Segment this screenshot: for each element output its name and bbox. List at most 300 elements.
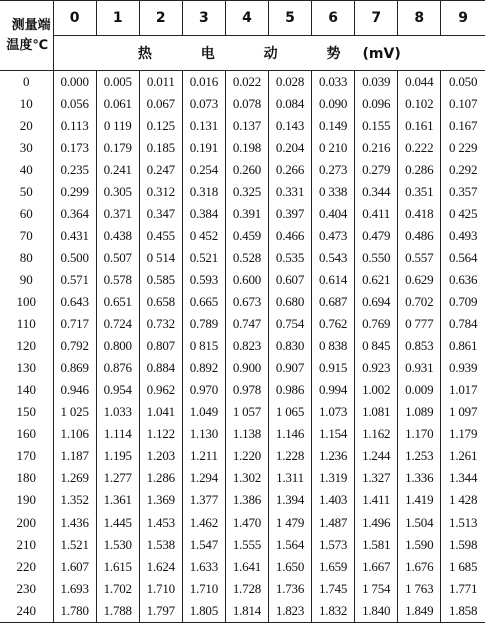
emf-value-cell: 0.658 (139, 291, 182, 313)
emf-value-cell: 1.187 (53, 445, 96, 467)
emf-value-cell: 0.113 (53, 115, 96, 137)
emf-value-cell: 1.327 (355, 467, 398, 489)
emf-value-cell: 1.369 (139, 489, 182, 511)
emf-value-cell: 1.411 (355, 489, 398, 511)
emf-value-cell: 0.466 (269, 225, 312, 247)
emf-value-cell: 1.538 (139, 534, 182, 556)
emf-value-cell: 0.273 (312, 159, 355, 181)
temperature-cell: 170 (0, 445, 53, 467)
emf-value-cell: 0.384 (182, 203, 225, 225)
emf-value-cell: 1.277 (96, 467, 139, 489)
emf-value-cell: 0.247 (139, 159, 182, 181)
emf-value-cell: 0.869 (53, 357, 96, 379)
emf-value-cell: 1.745 (312, 578, 355, 600)
emf-value-cell: 0.535 (269, 247, 312, 269)
emf-value-cell: 1.797 (139, 600, 182, 623)
emf-value-cell: 1.676 (398, 556, 441, 578)
emf-value-cell: 0.486 (398, 225, 441, 247)
emf-value-cell: 1.122 (139, 423, 182, 445)
table-row (0, 423, 485, 445)
emf-value-cell: 1.832 (312, 600, 355, 623)
emf-value-cell: 1.253 (398, 445, 441, 467)
emf-value-cell: 0.892 (182, 357, 225, 379)
emf-value-cell: 0 838 (312, 335, 355, 357)
emf-value-cell: 1.504 (398, 512, 441, 534)
emf-value-cell: 0.028 (269, 71, 312, 94)
digit-header: 5 (269, 1, 312, 36)
emf-value-cell: 0.923 (355, 357, 398, 379)
emf-value-cell: 0.143 (269, 115, 312, 137)
emf-value-cell: 0.792 (53, 335, 96, 357)
emf-value-cell: 1.138 (225, 423, 268, 445)
emf-value-cell: 1.693 (53, 578, 96, 600)
temperature-cell: 20 (0, 115, 53, 137)
emf-value-cell: 0.061 (96, 93, 139, 115)
emf-value-cell: 0.528 (225, 247, 268, 269)
emf-value-cell: 1.736 (269, 578, 312, 600)
table-row (0, 159, 485, 181)
temperature-cell: 70 (0, 225, 53, 247)
emf-value-cell: 0.762 (312, 313, 355, 335)
emf-value-cell: 1 428 (441, 489, 485, 511)
emf-value-cell: 0.347 (139, 203, 182, 225)
emf-value-cell: 0.557 (398, 247, 441, 269)
temperature-cell: 190 (0, 489, 53, 511)
emf-value-cell: 0.970 (182, 379, 225, 401)
emf-value-cell: 0.709 (441, 291, 485, 313)
emf-value-cell: 1.073 (312, 401, 355, 423)
emf-value-cell: 0.299 (53, 181, 96, 203)
table-row (0, 401, 485, 423)
emf-value-cell: 1.462 (182, 512, 225, 534)
emf-value-cell: 1.590 (398, 534, 441, 556)
emf-value-cell: 0.884 (139, 357, 182, 379)
emf-value-cell: 0.507 (96, 247, 139, 269)
emf-value-cell: 0 119 (96, 115, 139, 137)
emf-value-cell: 1.667 (355, 556, 398, 578)
emf-value-cell: 0.673 (225, 291, 268, 313)
emf-value-cell: 0.986 (269, 379, 312, 401)
digit-header: 4 (225, 1, 268, 36)
emf-value-cell: 1.788 (96, 600, 139, 623)
temperature-cell: 50 (0, 181, 53, 203)
emf-value-cell: 0.191 (182, 137, 225, 159)
emf-value-cell: 0.438 (96, 225, 139, 247)
emf-value-cell: 1.419 (398, 489, 441, 511)
emf-value-cell: 0.167 (441, 115, 485, 137)
emf-value-cell: 0.629 (398, 269, 441, 291)
emf-value-cell: 0.009 (398, 379, 441, 401)
emf-value-cell: 0.005 (96, 71, 139, 94)
temperature-cell: 0 (0, 71, 53, 94)
temperature-cell: 230 (0, 578, 53, 600)
emf-value-cell: 0.600 (225, 269, 268, 291)
emf-value-cell: 1 057 (225, 401, 268, 423)
emf-value-cell: 0.732 (139, 313, 182, 335)
emf-value-cell: 0.000 (53, 71, 96, 94)
emf-value-cell: 0.769 (355, 313, 398, 335)
emf-value-cell: 0.137 (225, 115, 268, 137)
digit-header: 9 (441, 1, 485, 36)
digit-header: 0 (53, 1, 96, 36)
emf-value-cell: 1.702 (96, 578, 139, 600)
emf-value-cell: 0.694 (355, 291, 398, 313)
emf-value-cell: 0.543 (312, 247, 355, 269)
emf-value-cell: 1.017 (441, 379, 485, 401)
table-row (0, 335, 485, 357)
emf-value-cell: 1 097 (441, 401, 485, 423)
table-row (0, 181, 485, 203)
emf-value-cell: 1.598 (441, 534, 485, 556)
emf-value-cell: 0.056 (53, 93, 96, 115)
corner-label-top: 测量端 (11, 17, 51, 33)
table-row (0, 489, 485, 511)
emf-value-cell: 1 754 (355, 578, 398, 600)
emf-value-cell: 0.305 (96, 181, 139, 203)
emf-value-cell: 1.394 (269, 489, 312, 511)
emf-value-cell: 1.236 (312, 445, 355, 467)
emf-value-cell: 0.078 (225, 93, 268, 115)
emf-value-cell: 1.269 (53, 467, 96, 489)
emf-value-cell: 0.907 (269, 357, 312, 379)
temperature-cell: 110 (0, 313, 53, 335)
emf-value-cell: 0.962 (139, 379, 182, 401)
emf-value-cell: 0.050 (441, 71, 485, 94)
emf-value-cell: 1.195 (96, 445, 139, 467)
emf-value-cell: 0.173 (53, 137, 96, 159)
emf-value-cell: 1.344 (441, 467, 485, 489)
temperature-cell: 220 (0, 556, 53, 578)
emf-value-cell: 1.049 (182, 401, 225, 423)
emf-value-cell: 0.687 (312, 291, 355, 313)
emf-value-cell: 0.593 (182, 269, 225, 291)
header-digits-row (0, 1, 485, 36)
emf-value-cell: 1.041 (139, 401, 182, 423)
emf-value-cell: 1.179 (441, 423, 485, 445)
temperature-cell: 90 (0, 269, 53, 291)
emf-value-cell: 1.710 (182, 578, 225, 600)
temperature-cell: 240 (0, 600, 53, 623)
emf-value-cell: 0.351 (398, 181, 441, 203)
emf-value-cell: 0.636 (441, 269, 485, 291)
emf-value-cell: 0.325 (225, 181, 268, 203)
temperature-cell: 120 (0, 335, 53, 357)
emf-value-cell: 0.357 (441, 181, 485, 203)
table-row (0, 379, 485, 401)
emf-value-cell: 1.607 (53, 556, 96, 578)
emf-value-cell: 0.807 (139, 335, 182, 357)
table-row (0, 225, 485, 247)
emf-value-cell: 0.044 (398, 71, 441, 94)
emf-value-cell: 0.235 (53, 159, 96, 181)
emf-value-cell: 0.931 (398, 357, 441, 379)
emf-value-cell: 0.096 (355, 93, 398, 115)
emf-value-cell: 0.016 (182, 71, 225, 94)
temperature-cell: 210 (0, 534, 53, 556)
emf-value-cell: 0.643 (53, 291, 96, 313)
emf-value-cell: 0.473 (312, 225, 355, 247)
temperature-cell: 80 (0, 247, 53, 269)
table-row (0, 578, 485, 600)
emf-unit-label (53, 36, 485, 71)
emf-value-cell: 0.411 (355, 203, 398, 225)
emf-value-cell: 0.900 (225, 357, 268, 379)
table-row (0, 115, 485, 137)
emf-value-cell: 0.279 (355, 159, 398, 181)
emf-value-cell: 1.445 (96, 512, 139, 534)
emf-value-cell: 1 763 (398, 578, 441, 600)
emf-value-cell: 0.090 (312, 93, 355, 115)
emf-value-cell: 1.624 (139, 556, 182, 578)
emf-value-cell: 0.754 (269, 313, 312, 335)
emf-value-cell: 1.650 (269, 556, 312, 578)
emf-value-cell: 0.702 (398, 291, 441, 313)
emf-value-cell: 1.858 (441, 600, 485, 623)
emf-value-cell: 1.386 (225, 489, 268, 511)
emf-value-cell: 1 025 (53, 401, 96, 423)
emf-value-cell: 0.371 (96, 203, 139, 225)
table-row (0, 357, 485, 379)
emf-value-cell: 1.377 (182, 489, 225, 511)
temperature-cell: 60 (0, 203, 53, 225)
emf-value-cell: 1.170 (398, 423, 441, 445)
emf-value-cell: 0.651 (96, 291, 139, 313)
emf-value-cell: 1.162 (355, 423, 398, 445)
emf-value-cell: 1.771 (441, 578, 485, 600)
emf-value-cell: 0.067 (139, 93, 182, 115)
emf-value-cell: 0.954 (96, 379, 139, 401)
emf-value-cell: 1.547 (182, 534, 225, 556)
emf-value-cell: 1.487 (312, 512, 355, 534)
emf-value-cell: 1.154 (312, 423, 355, 445)
temperature-cell: 180 (0, 467, 53, 489)
emf-value-cell: 0.789 (182, 313, 225, 335)
emf-value-cell: 0 452 (182, 225, 225, 247)
emf-value-cell: 0.397 (269, 203, 312, 225)
emf-value-cell: 1.521 (53, 534, 96, 556)
emf-value-cell: 1.203 (139, 445, 182, 467)
table-row (0, 512, 485, 534)
emf-value-cell: 0.784 (441, 313, 485, 335)
digit-header: 7 (355, 1, 398, 36)
temperature-cell: 140 (0, 379, 53, 401)
emf-value-cell: 0.107 (441, 93, 485, 115)
emf-value-cell: 1.211 (182, 445, 225, 467)
emf-value-cell: 1.555 (225, 534, 268, 556)
emf-value-cell: 0.216 (355, 137, 398, 159)
emf-value-cell: 0.521 (182, 247, 225, 269)
emf-value-cell: 1.311 (269, 467, 312, 489)
emf-value-cell: 0.978 (225, 379, 268, 401)
emf-value-cell: 1.130 (182, 423, 225, 445)
table-row (0, 291, 485, 313)
emf-value-cell: 0.607 (269, 269, 312, 291)
emf-value-cell: 1.530 (96, 534, 139, 556)
emf-value-cell: 0.853 (398, 335, 441, 357)
digit-header: 2 (139, 1, 182, 36)
emf-value-cell: 1.823 (269, 600, 312, 623)
emf-value-cell: 0.724 (96, 313, 139, 335)
emf-value-cell: 0.312 (139, 181, 182, 203)
emf-value-cell: 1.840 (355, 600, 398, 623)
emf-value-cell: 0 777 (398, 313, 441, 335)
emf-value-cell: 1.728 (225, 578, 268, 600)
digit-header: 1 (96, 1, 139, 36)
emf-value-cell: 0.585 (139, 269, 182, 291)
corner-label-bottom: 温度℃ (6, 37, 49, 53)
emf-value-cell: 1.302 (225, 467, 268, 489)
emf-value-cell: 0.292 (441, 159, 485, 181)
emf-value-cell: 1.564 (269, 534, 312, 556)
emf-value-cell: 0.149 (312, 115, 355, 137)
emf-value-cell: 0.578 (96, 269, 139, 291)
temperature-cell: 100 (0, 291, 53, 313)
emf-value-cell: 1.805 (182, 600, 225, 623)
emf-value-cell: 0.830 (269, 335, 312, 357)
table-row (0, 137, 485, 159)
emf-value-cell: 0.861 (441, 335, 485, 357)
emf-value-cell: 0.204 (269, 137, 312, 159)
table-row (0, 203, 485, 225)
emf-value-cell: 0.915 (312, 357, 355, 379)
digit-header: 6 (312, 1, 355, 36)
emf-value-cell: 0.823 (225, 335, 268, 357)
temperature-cell: 30 (0, 137, 53, 159)
emf-value-cell: 0.500 (53, 247, 96, 269)
table-body (0, 71, 485, 623)
table-row (0, 556, 485, 578)
emf-value-cell: 1.002 (355, 379, 398, 401)
emf-value-cell: 1.336 (398, 467, 441, 489)
emf-value-cell: 0.131 (182, 115, 225, 137)
emf-value-cell: 0 815 (182, 335, 225, 357)
emf-value-cell: 0.747 (225, 313, 268, 335)
table-row (0, 445, 485, 467)
emf-value-cell: 1.513 (441, 512, 485, 534)
emf-value-cell: 1.780 (53, 600, 96, 623)
digit-header: 3 (182, 1, 225, 36)
emf-value-cell: 0.994 (312, 379, 355, 401)
table-row (0, 600, 485, 623)
emf-value-cell: 1.352 (53, 489, 96, 511)
emf-value-cell: 0 210 (312, 137, 355, 159)
emf-value-cell: 0.102 (398, 93, 441, 115)
emf-value-cell: 0.022 (225, 71, 268, 94)
digit-header: 8 (398, 1, 441, 36)
emf-value-cell: 0.039 (355, 71, 398, 94)
emf-value-cell: 0.011 (139, 71, 182, 94)
emf-value-cell: 0.680 (269, 291, 312, 313)
emf-value-cell: 0.179 (96, 137, 139, 159)
temperature-cell: 10 (0, 93, 53, 115)
emf-value-cell: 0.614 (312, 269, 355, 291)
table-row (0, 93, 485, 115)
temperature-cell: 160 (0, 423, 53, 445)
emf-value-cell: 0.459 (225, 225, 268, 247)
emf-value-cell: 0.364 (53, 203, 96, 225)
emf-value-cell: 0.550 (355, 247, 398, 269)
emf-value-cell: 1.615 (96, 556, 139, 578)
emf-value-cell: 0.033 (312, 71, 355, 94)
emf-value-cell: 1.403 (312, 489, 355, 511)
table-row (0, 71, 485, 94)
emf-value-cell: 0.084 (269, 93, 312, 115)
emf-value-cell: 0.391 (225, 203, 268, 225)
temperature-cell: 130 (0, 357, 53, 379)
emf-value-cell: 1.361 (96, 489, 139, 511)
emf-value-cell: 1.089 (398, 401, 441, 423)
emf-value-cell: 1.470 (225, 512, 268, 534)
emf-value-cell: 0.455 (139, 225, 182, 247)
emf-value-cell: 1.581 (355, 534, 398, 556)
emf-value-cell: 0.344 (355, 181, 398, 203)
emf-value-cell: 1.220 (225, 445, 268, 467)
emf-value-cell: 0.665 (182, 291, 225, 313)
emf-value-cell: 1.641 (225, 556, 268, 578)
emf-value-cell: 1.286 (139, 467, 182, 489)
emf-value-cell: 0 229 (441, 137, 485, 159)
emf-value-cell: 0.198 (225, 137, 268, 159)
emf-value-cell: 1.319 (312, 467, 355, 489)
emf-value-cell: 1.261 (441, 445, 485, 467)
emf-value-cell: 1.106 (53, 423, 96, 445)
emf-value-cell: 0.876 (96, 357, 139, 379)
emf-value-cell: 0.564 (441, 247, 485, 269)
emf-value-cell: 0.800 (96, 335, 139, 357)
emf-value-cell: 1.114 (96, 423, 139, 445)
emf-value-cell: 0.185 (139, 137, 182, 159)
emf-value-cell: 1.228 (269, 445, 312, 467)
emf-value-cell: 0.125 (139, 115, 182, 137)
emf-value-cell: 1.453 (139, 512, 182, 534)
temperature-cell: 40 (0, 159, 53, 181)
emf-value-cell: 1.659 (312, 556, 355, 578)
emf-value-cell: 1.710 (139, 578, 182, 600)
table-row (0, 247, 485, 269)
emf-value-cell: 0.331 (269, 181, 312, 203)
emf-value-cell: 1.849 (398, 600, 441, 623)
emf-value-cell: 1.814 (225, 600, 268, 623)
emf-label-unit: (mV) (362, 46, 401, 62)
emf-value-cell: 1.294 (182, 467, 225, 489)
emf-value-cell: 0.073 (182, 93, 225, 115)
emf-value-cell: 0.479 (355, 225, 398, 247)
emf-value-cell: 0.571 (53, 269, 96, 291)
table-row (0, 269, 485, 291)
emf-value-cell: 0.254 (182, 159, 225, 181)
emf-value-cell: 0.161 (398, 115, 441, 137)
emf-value-cell: 0 425 (441, 203, 485, 225)
corner-header-cell (0, 1, 53, 71)
emf-value-cell: 1.633 (182, 556, 225, 578)
header-unit-row (0, 36, 485, 71)
emf-value-cell: 0.155 (355, 115, 398, 137)
emf-value-cell: 0.946 (53, 379, 96, 401)
emf-value-cell: 0.621 (355, 269, 398, 291)
emf-label-text: 热 电 动 势 (137, 46, 363, 62)
emf-value-cell: 1.496 (355, 512, 398, 534)
emf-value-cell: 0.418 (398, 203, 441, 225)
emf-value-cell: 1.081 (355, 401, 398, 423)
emf-value-cell: 0.939 (441, 357, 485, 379)
temperature-cell: 200 (0, 512, 53, 534)
emf-value-cell: 0.266 (269, 159, 312, 181)
emf-value-cell: 0.286 (398, 159, 441, 181)
emf-value-cell: 0.431 (53, 225, 96, 247)
emf-value-cell: 1.573 (312, 534, 355, 556)
emf-value-cell: 1 685 (441, 556, 485, 578)
emf-value-cell: 0.318 (182, 181, 225, 203)
